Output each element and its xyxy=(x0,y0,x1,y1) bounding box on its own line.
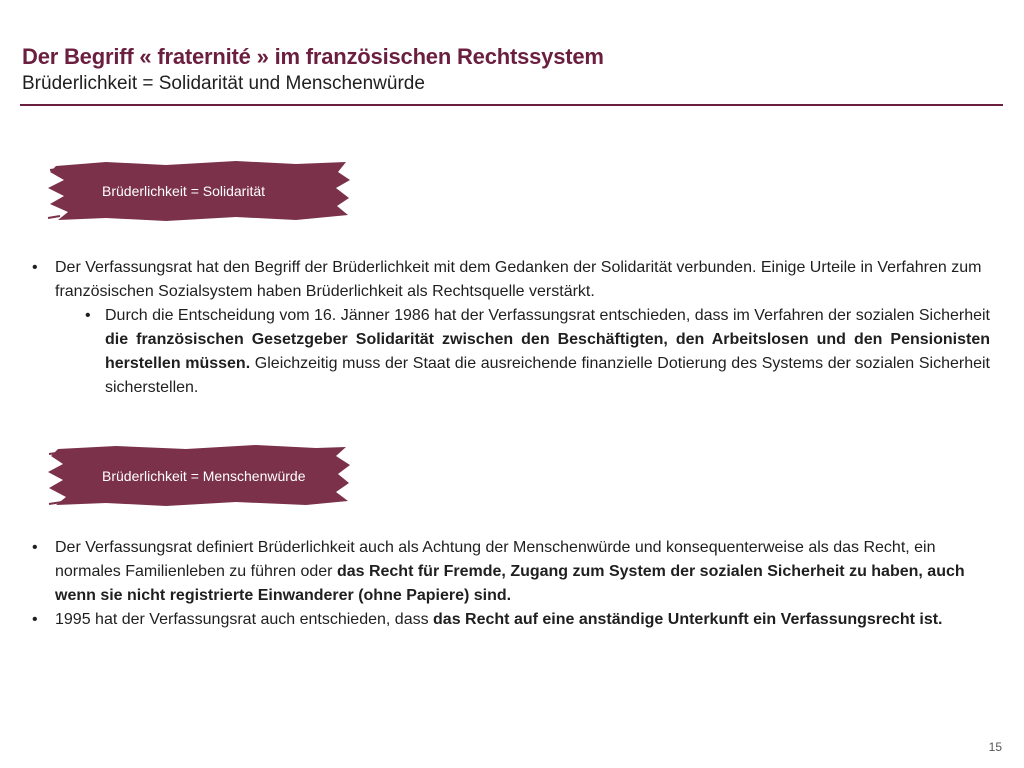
bullet-emphasis: das Recht auf eine anständige Unterkunft ein Verfassungsrecht ist. xyxy=(433,611,943,628)
section-banner-label: Brüderlichkeit = Solidarität xyxy=(102,183,266,199)
list-item xyxy=(30,256,990,304)
section-banner-solidaritaet xyxy=(46,158,352,224)
slide-title: Der Begriff « fraternité » im französischen Rechtssystem xyxy=(22,44,604,69)
bullet-text: 1995 hat der Verfassungsrat auch entschieden, dass xyxy=(55,611,434,628)
page-number: 15 xyxy=(988,740,1002,754)
title-divider xyxy=(20,104,1003,106)
section-banner-label: Brüderlichkeit = Menschenwürde xyxy=(102,468,306,484)
section-solidaritaet xyxy=(30,256,990,400)
bullet-text: Durch die Entscheidung vom 16. Jänner 1986 hat der Verfassungsrat entschieden, dass im Verfahren der sozialen Sicherheit xyxy=(105,307,990,324)
section-menschenwuerde xyxy=(30,536,980,632)
list-item-sub xyxy=(30,304,990,400)
bullet-text: Der Verfassungsrat definiert Brüderlichkeit auch als Achtung der Menschenwürde und konsequenterweise als das Recht, ein normales Familienleben zu führen oder xyxy=(55,539,936,580)
slide-subtitle: Brüderlichkeit = Solidarität und Menschenwürde xyxy=(22,73,425,94)
bullet-text: Gleichzeitig muss der Staat die ausreichende finanzielle Dotierung des Systems der sozialen Sicherheit sicherstellen. xyxy=(105,355,990,396)
bullet-emphasis: das Recht für Fremde, Zugang zum System der sozialen Sicherheit zu haben, auch wenn sie nicht registrierte Einwanderer (ohne Papiere) sind. xyxy=(55,563,965,604)
bullet-emphasis: die französischen Gesetzgeber Solidarität zwischen den Beschäftigten, den Arbeitslosen und den Pensionisten herstellen müssen. xyxy=(105,331,990,372)
bullet-text: Der Verfassungsrat hat den Begriff der Brüderlichkeit mit dem Gedanken der Solidarität verbunden. Einige Urteile in Verfahren zum französischen Sozialsystem haben Brüderlichkeit als Rechtsquelle verstärkt. xyxy=(55,259,982,300)
section-banner-menschenwuerde xyxy=(46,443,352,509)
list-item xyxy=(30,536,980,608)
list-item xyxy=(30,608,980,632)
